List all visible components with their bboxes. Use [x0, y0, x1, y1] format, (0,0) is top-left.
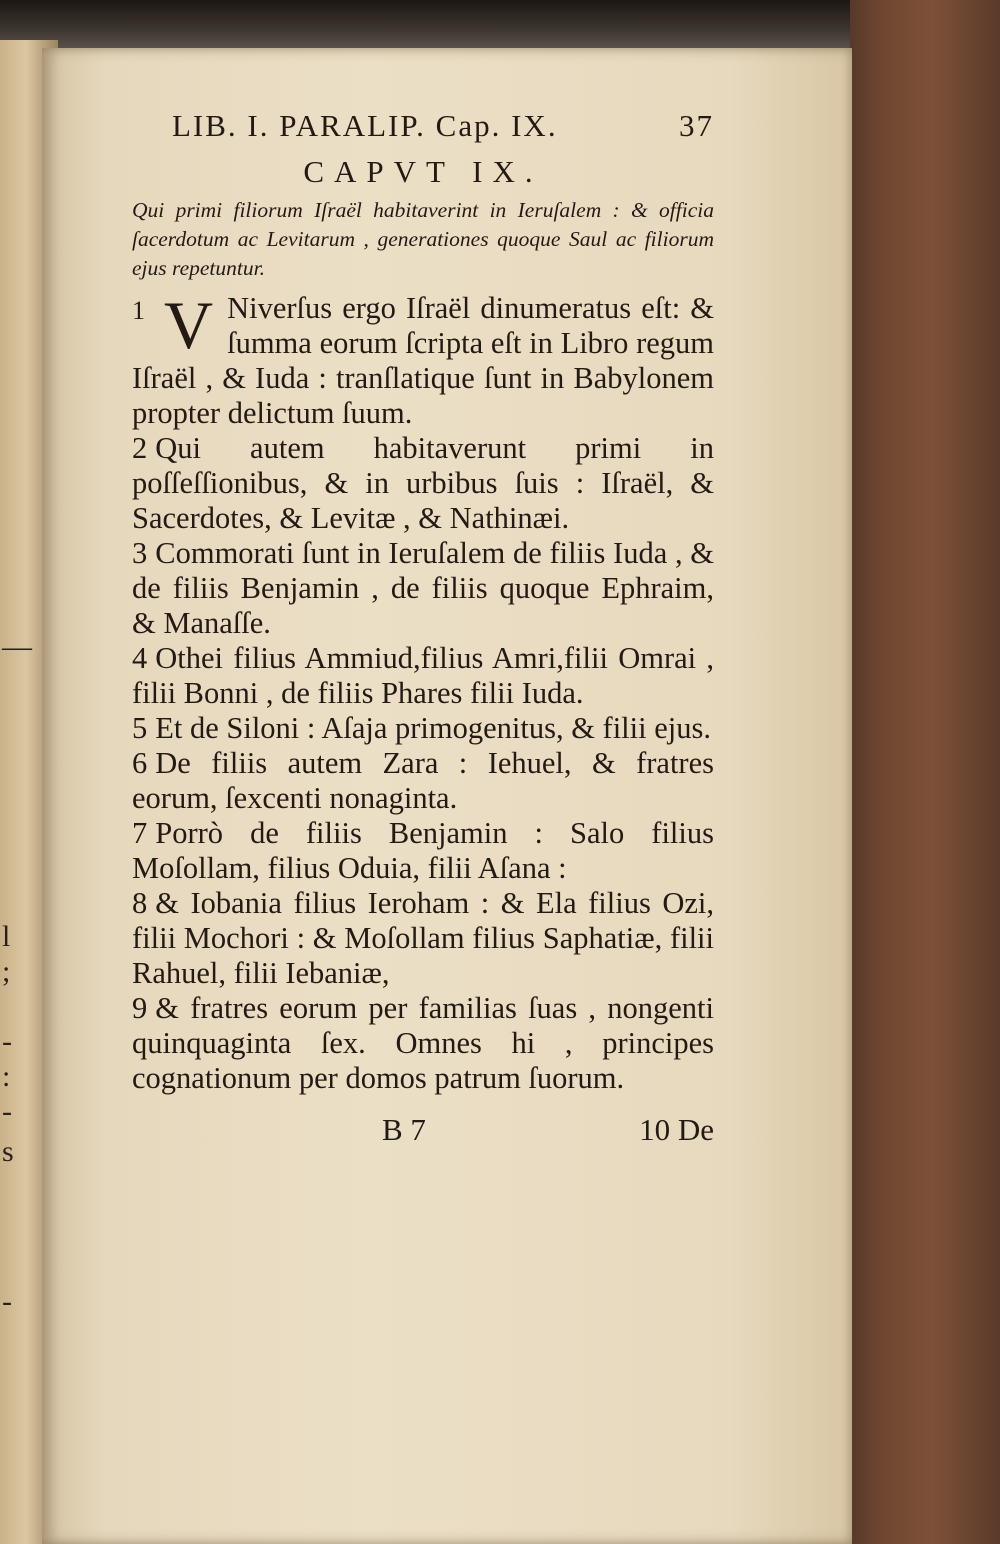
book-page [42, 48, 852, 1544]
verse-number: 3 [132, 536, 148, 570]
running-header [132, 108, 714, 152]
verse-text: & fratres eorum per familias ſuas , nongenti quinquaginta ſex. Omnes hi , principes cognationum per domos patrum ſuorum. [132, 991, 714, 1095]
verse-2 [132, 431, 714, 536]
chapter-body [132, 287, 714, 1096]
page-footer [132, 1112, 714, 1156]
catchword: 10 De [639, 1112, 714, 1147]
verse-number: 6 [132, 746, 148, 780]
argument-text: Qui primi filiorum Iſraël habitaverint in Ieruſalem : & officia ſacerdotum ac Levitarum , generationes quoque Saul ac filiorum ejus repetuntur. [132, 198, 714, 280]
verse-5 [132, 711, 714, 746]
page-content [132, 108, 714, 1156]
verse-1 [132, 287, 714, 431]
verse-text: Othei filius Ammiud,filius Amri,filii Omrai , filii Bonni , de filiis Phares filii Iuda. [132, 641, 714, 710]
verse-8 [132, 886, 714, 991]
folio-number: 37 [679, 108, 714, 143]
left-mark: - [2, 1285, 12, 1318]
signature-mark: B 7 [382, 1112, 426, 1147]
left-mark: - [2, 1025, 12, 1058]
verse-number: 2 [132, 431, 148, 465]
chapter-argument [132, 196, 714, 283]
verse-7 [132, 816, 714, 886]
left-mark: — [2, 630, 32, 663]
left-mark: l [2, 920, 11, 953]
verse-number: 4 [132, 641, 148, 675]
running-title: LIB. I. PARALIP. Cap. IX. [172, 108, 558, 143]
verse-text: De filiis autem Zara : Iehuel, & fratres eorum, ſexcenti nonaginta. [132, 746, 714, 815]
verse-number: 1 [132, 296, 145, 325]
verse-number: 5 [132, 711, 148, 745]
left-mark: : [2, 1060, 11, 1093]
verse-text: & Iobania filius Ieroham : & Ela filius Ozi, filii Mochori : & Moſollam filius Saphatiæ, filii Rahuel, filii Iebaniæ, [132, 886, 714, 990]
verse-6 [132, 746, 714, 816]
left-mark: ; [2, 955, 11, 988]
verse-9 [132, 991, 714, 1096]
left-mark: s [2, 1135, 14, 1168]
verse-3 [132, 536, 714, 641]
verse-text: Et de Siloni : Aſaja primogenitus, & filii ejus. [155, 711, 711, 745]
left-page-marks [0, 40, 40, 1544]
verse-text: Commorati ſunt in Ieruſalem de filiis Iuda , & de filiis Benjamin , de filiis quoque Ephraim, & Manaſſe. [132, 536, 714, 640]
verse-number: 9 [132, 991, 148, 1025]
book-cover-edge [850, 0, 1000, 1544]
verse-text: Niverſus ergo Iſraël dinumeratus eſt: & ſumma eorum ſcripta eſt in Libro regum Iſraël , & Iuda : tranſlatique ſunt in Babylonem propter delictum ſuum. [132, 291, 714, 430]
verse-4 [132, 641, 714, 711]
drop-capital: V [164, 287, 214, 363]
left-mark: - [2, 1095, 12, 1128]
verse-text: Porrò de filiis Benjamin : Salo filius Moſollam, filius Oduia, filii Aſana : [132, 816, 714, 885]
verse-number: 7 [132, 816, 148, 850]
verse-text: Qui autem habitaverunt primi in poſſeſſionibus, & in urbibus ſuis : Iſraël, & Sacerdotes, & Levitæ , & Nathinæi. [132, 431, 714, 535]
chapter-heading: CAPVT IX. [303, 154, 543, 189]
verse-number: 8 [132, 886, 148, 920]
